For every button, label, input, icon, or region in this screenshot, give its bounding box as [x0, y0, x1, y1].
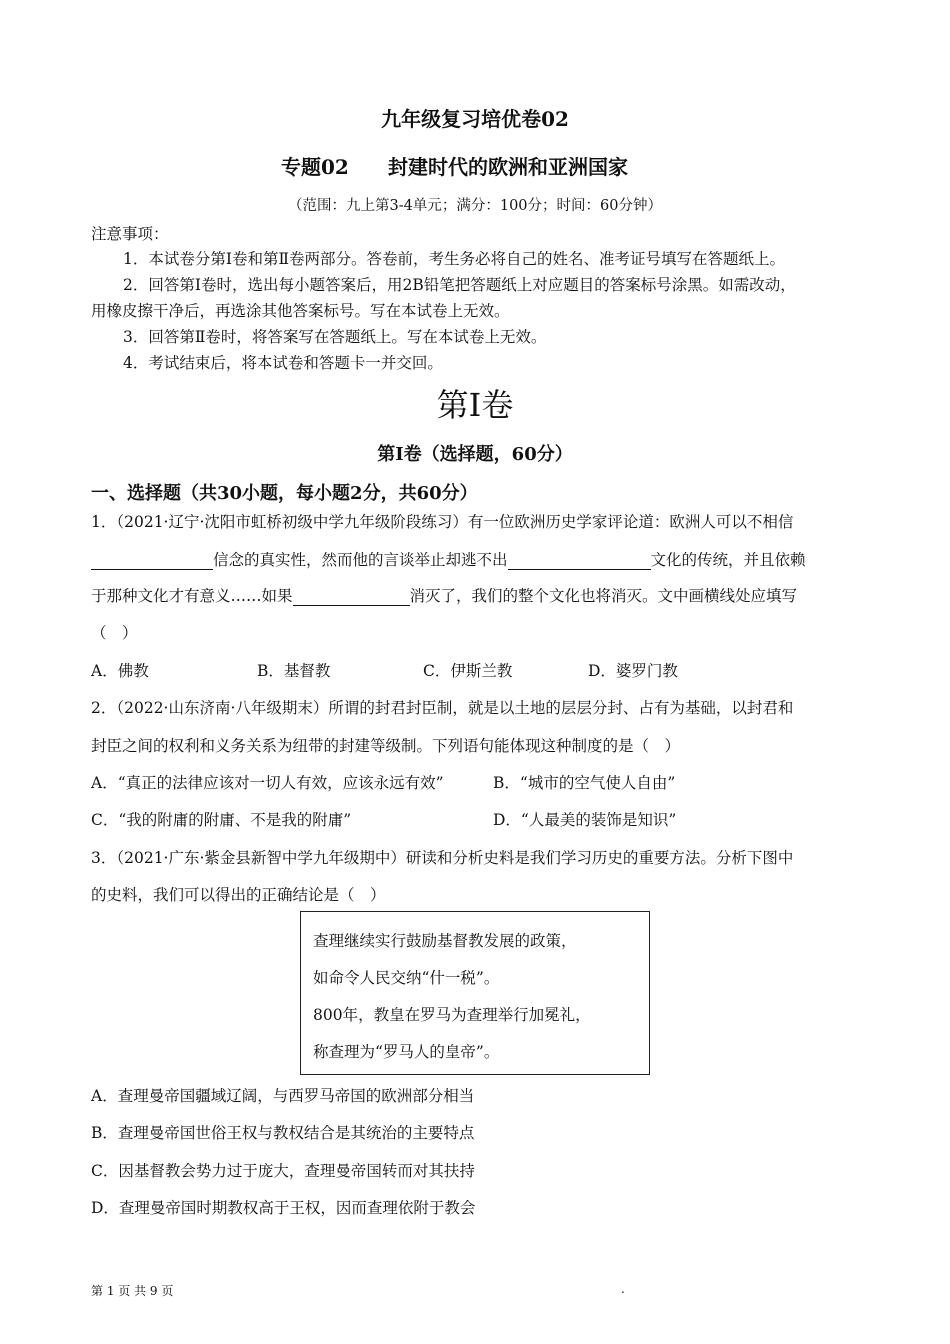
notice-item: 3．回答第Ⅱ卷时，将答案写在答题纸上。写在本试卷上无效。 — [123, 328, 547, 346]
answer-blank — [293, 588, 410, 606]
question-3-stem: 3．（2021·广东·紫金县新智中学九年级期中）研读和分析史料是我们学习历史的重要方法。分析下图中 — [91, 849, 794, 867]
question-3-option-a[interactable]: A．查理曼帝国疆域辽阔，与西罗马帝国的欧洲部分相当 — [91, 1087, 475, 1105]
volume-big-title: 第Ⅰ卷 — [436, 386, 514, 424]
material-line: 800年，教皇在罗马为查理举行加冕礼， — [313, 1006, 591, 1024]
question-1-line3: 于那种文化才有意义……如果 消灭了，我们的整个文化也将消灭。文中画横线处应填写 — [91, 587, 798, 605]
answer-blank — [91, 552, 213, 570]
question-2-option-d[interactable]: D．“人最美的装饰是知识” — [493, 811, 677, 829]
notice-item: 4．考试结束后，将本试卷和答题卡一并交回。 — [123, 354, 443, 372]
question-1-line2: 信念的真实性，然而他的言谈举止却逃不出 文化的传统，并且依赖 — [91, 548, 806, 570]
footer-dot: . — [621, 1282, 625, 1296]
notice-item: 用橡皮擦干净后，再选涂其他答案标号。写在本试卷上无效。 — [91, 302, 510, 320]
question-3-stem-cont: 的史料，我们可以得出的正确结论是（ ） — [91, 886, 386, 904]
question-2-option-c[interactable]: C．“我的附庸的附庸、不是我的附庸” — [91, 811, 352, 829]
question-3-option-c[interactable]: C．因基督教会势力过于庞大，查理曼帝国转而对其扶持 — [91, 1162, 475, 1180]
question-1-stem: 1．（2021·辽宁·沈阳市虹桥初级中学九年级阶段练习）有一位欧洲历史学家评论道：欧洲人可以不相信 — [91, 513, 794, 531]
question-1-option-a[interactable]: A．佛教 — [91, 662, 149, 680]
material-line: 称查理为“罗马人的皇帝”。 — [313, 1043, 500, 1061]
question-1-parens: （ ） — [91, 624, 138, 642]
question-2-option-a[interactable]: A．“真正的法律应该对一切人有效，应该永远有效” — [91, 774, 444, 792]
historical-material-box — [300, 911, 650, 1075]
question-2-stem-cont: 封臣之间的权利和义务关系为纽带的封建等级制。下列语句能体现这种制度的是（ ） — [91, 737, 681, 755]
notice-heading: 注意事项： — [91, 225, 169, 243]
page-number: 第 1 页 共 9 页 — [91, 1284, 174, 1298]
topic-number: 专题02 — [281, 155, 349, 179]
question-3-option-b[interactable]: B．查理曼帝国世俗王权与教权结合是其统治的主要特点 — [91, 1124, 475, 1142]
question-2-option-b[interactable]: B．“城市的空气使人自由” — [493, 774, 676, 792]
answer-blank — [508, 552, 651, 570]
volume-heading: 第Ⅰ卷（选择题，60分） — [377, 444, 573, 465]
notice-item: 1．本试卷分第Ⅰ卷和第Ⅱ卷两部分。答卷前，考生务必将自己的姓名、准考证号填写在答题纸上。 — [123, 250, 786, 268]
question-1-option-d[interactable]: D．婆罗门教 — [588, 662, 678, 680]
question-2-stem: 2．（2022·山东济南·八年级期末）所谓的封君封臣制，就是以土地的层层分封、占有为基础，以封君和 — [91, 699, 794, 717]
material-line: 查理继续实行鼓励基督教发展的政策， — [313, 932, 577, 950]
notice-item: 2．回答第Ⅰ卷时，选出每小题答案后，用2B铅笔把答题纸上对应题目的答案标号涂黑。如需改动， — [123, 276, 796, 294]
question-1-option-c[interactable]: C．伊斯兰教 — [423, 662, 513, 680]
topic-title: 封建时代的欧洲和亚洲国家 — [388, 155, 628, 179]
material-line: 如命令人民交纳“什一税”。 — [313, 969, 500, 987]
section-heading: 一、选择题（共30小题，每小题2分，共60分） — [91, 483, 478, 504]
paper-title: 九年级复习培优卷02 — [381, 107, 569, 131]
exam-range: （范围：九上第3-4单元；满分：100分；时间：60分钟） — [288, 198, 662, 214]
question-3-option-d[interactable]: D．查理曼帝国时期教权高于王权，因而查理依附于教会 — [91, 1199, 476, 1217]
question-1-option-b[interactable]: B．基督教 — [257, 662, 331, 680]
